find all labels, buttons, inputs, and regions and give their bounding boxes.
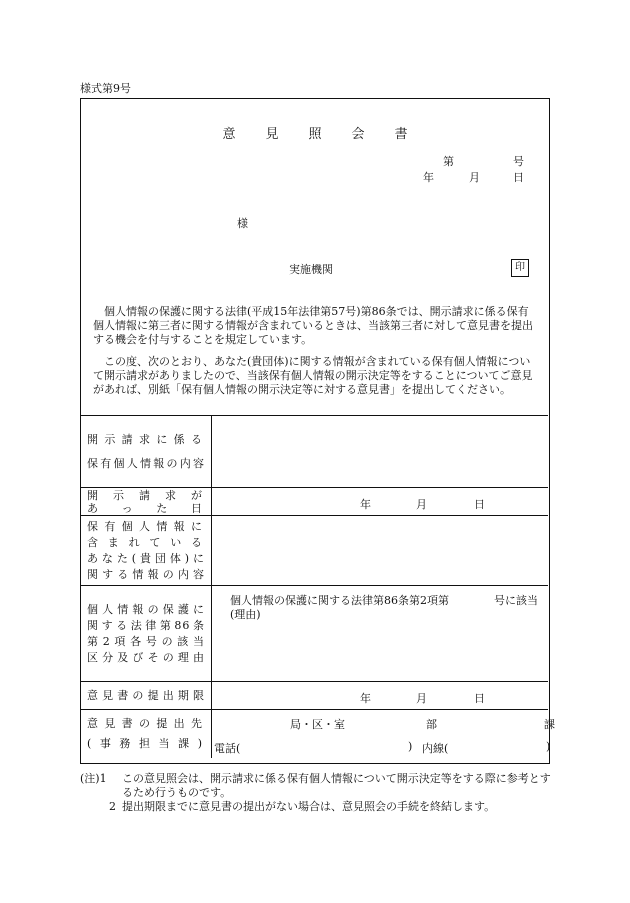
row-request-content <box>81 416 548 488</box>
label-submit-to: 意見書の提出先 (事務担当課) <box>81 710 212 758</box>
form-number: 様式第9号 <box>80 82 131 95</box>
row-deadline <box>81 682 548 710</box>
addressee-suffix: 様 <box>237 217 248 230</box>
label-article-category: 個人情報の保護に 関する法律第86条 第2項各号の該当 区分及びその理由 <box>81 586 212 682</box>
value-request-date[interactable]: 年 月 日 <box>212 488 549 516</box>
value-request-content[interactable] <box>212 416 549 488</box>
label-deadline: 意見書の提出期限 <box>81 682 212 710</box>
label-third-party-info: 保有個人情報に 含まれている あなた(貴団体)に 関する情報の内容 <box>81 516 212 586</box>
intro-paragraph: 個人情報の保護に関する法律(平成15年法律第57号)第86条では、開示請求に係る保有個人情報に第三者に関する情報が含まれているときは、当該第三者に対して意見書を提出する機会を付与することを規定しています。 <box>93 305 533 346</box>
row-article-category <box>81 586 548 682</box>
request-paragraph: この度、次のとおり、あなた(貴団体)に関する情報が含まれている保有個人情報について開示請求がありましたので、当該保有個人情報の開示決定等をすることについてご意見があれば、別紙「保有個人情報の開示決定等に対する意見書」を提出してください。 <box>93 355 533 396</box>
form-title: 意見照会書 <box>222 127 438 142</box>
number-prefix: 第 <box>443 155 454 168</box>
issue-month: 月 <box>469 171 480 184</box>
issuer-label: 実施機関 <box>289 263 333 276</box>
value-article-category[interactable]: 個人情報の保護に関する法律第86条第2項第 号に該当 (理由) <box>212 586 549 682</box>
row-request-date <box>81 488 548 516</box>
value-deadline[interactable]: 年 月 日 <box>212 682 549 710</box>
inquiry-table <box>81 415 555 758</box>
seal-mark: 印 <box>511 259 529 277</box>
row-submit-to <box>81 710 548 758</box>
number-suffix: 号 <box>513 155 524 168</box>
value-submit-to[interactable]: 局・区・室 部 課 電話( ) 内線( ) <box>212 710 549 758</box>
issue-day: 日 <box>513 171 524 184</box>
note-1: (注)1 この意見照会は、開示請求に係る保有個人情報について開示決定等をする際に参考とするため行うものです。 <box>80 772 551 799</box>
label-request-date: 開示請求が あった日 <box>81 488 212 516</box>
note-2: 2 提出期限までに意見書の提出がない場合は、意見照会の手続を終結します。 <box>109 800 496 813</box>
row-third-party-info <box>81 516 548 586</box>
issue-year: 年 <box>423 171 434 184</box>
label-request-content: 開示請求に係る 保有個人情報の内容 <box>81 416 212 488</box>
notes-section <box>80 772 560 814</box>
value-third-party-info[interactable] <box>212 516 549 586</box>
form-frame <box>80 98 555 764</box>
